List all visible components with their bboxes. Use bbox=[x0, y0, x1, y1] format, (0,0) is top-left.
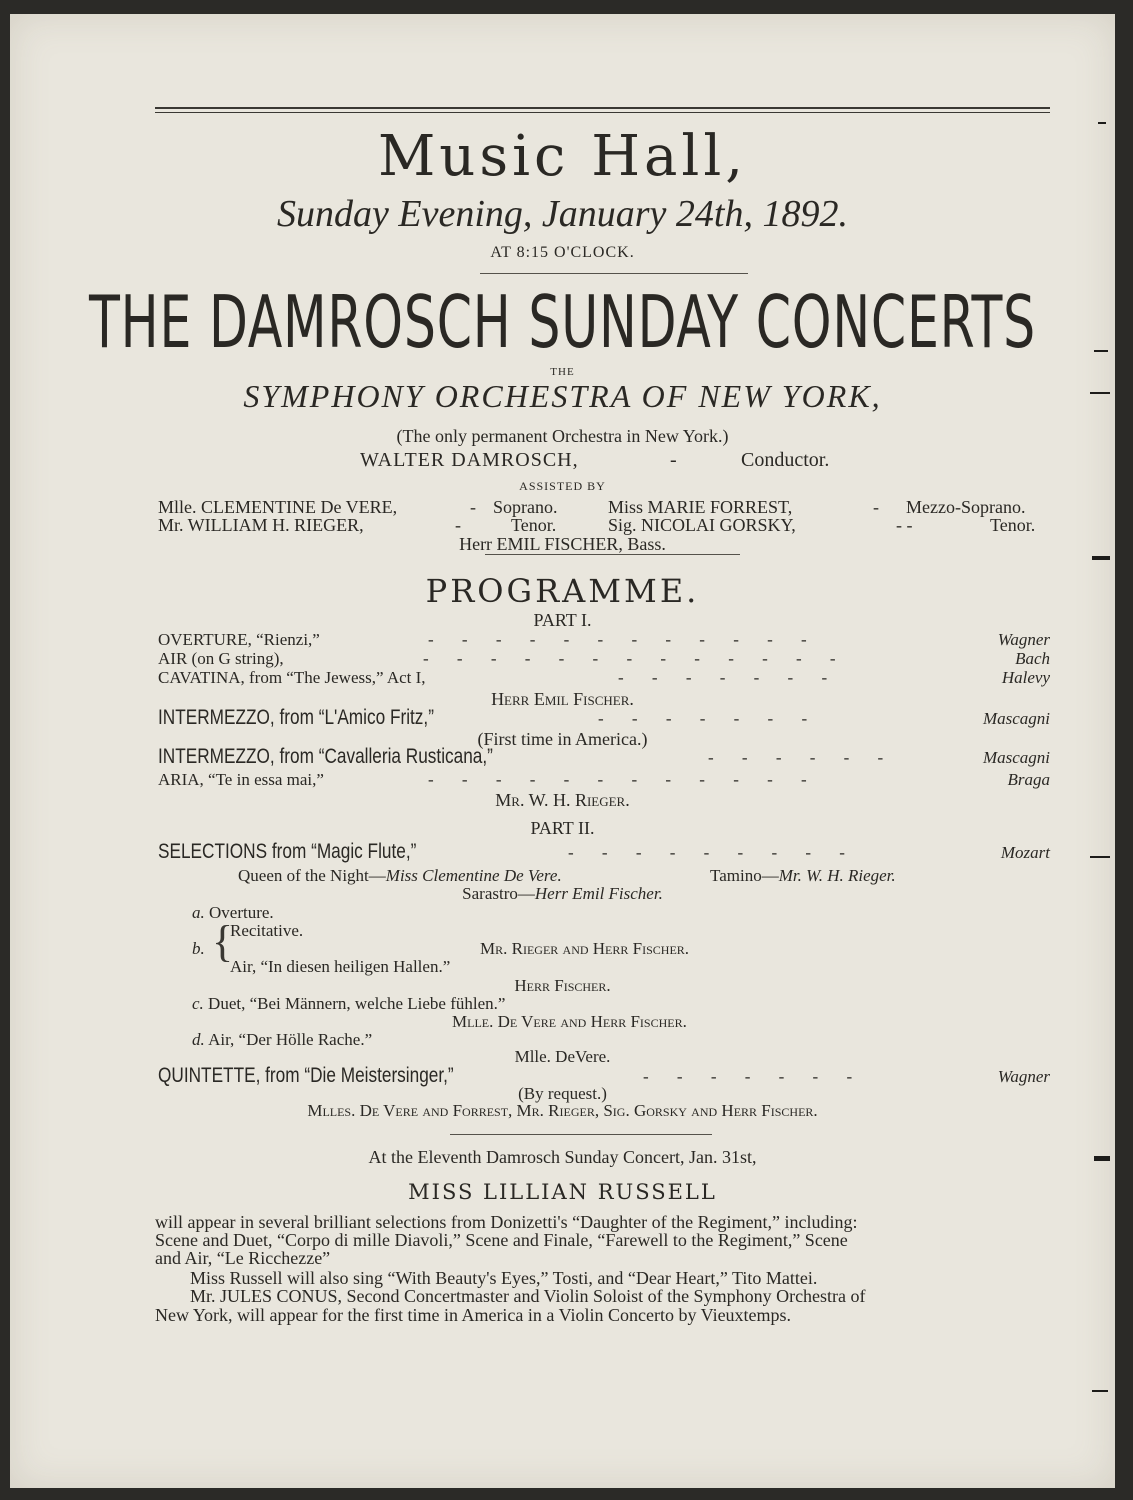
composer: Wagner bbox=[997, 630, 1050, 649]
leader-dots: - - - - - - - bbox=[618, 668, 830, 687]
composer: Mascagni bbox=[982, 709, 1050, 728]
venue-title: Music Hall, bbox=[377, 124, 748, 189]
announcement-intro: At the Eleventh Damrosch Sunday Concert, Jan. 31st, bbox=[368, 1147, 757, 1167]
announcement-line: will appear in several brilliant selections from Donizetti's “Daughter of the Regiment,” including: bbox=[155, 1212, 858, 1232]
flute-cast-line: Tamino—Mr. W. H. Rieger. bbox=[710, 866, 896, 885]
programme-item bbox=[158, 840, 1050, 866]
divider bbox=[485, 554, 740, 555]
sub-item-b-air: Air, “In diesen heiligen Hallen.” bbox=[230, 957, 451, 976]
flute-cast-line: Queen of the Night—Miss Clementine De Vere. bbox=[238, 866, 562, 885]
artist-name: Mlle. CLEMENTINE De VERE, bbox=[158, 497, 398, 517]
performer-credit: Mlle. De Vere and Herr Fischer. bbox=[452, 1012, 687, 1031]
conductor-role: Conductor. bbox=[741, 449, 830, 471]
edge-mark bbox=[1092, 556, 1110, 560]
sub-item-d: d. Air, “Der Hölle Rache.” bbox=[192, 1030, 373, 1049]
edge-mark bbox=[1094, 350, 1108, 352]
divider bbox=[450, 1134, 712, 1135]
concert-date: Sunday Evening, January 24th, 1892. bbox=[277, 193, 848, 235]
leader-dots: - - - - - - - - - - - - - bbox=[423, 649, 838, 668]
announcement-line: Miss Russell will also sing “With Beauty's Eyes,” Tosti, and “Dear Heart,” Tito Mattei. bbox=[190, 1268, 818, 1288]
performer-credit: Herr Fischer. bbox=[514, 976, 611, 995]
top-rule bbox=[155, 107, 1050, 109]
composer: Braga bbox=[1007, 770, 1050, 789]
quintette-cast: Mlles. De Vere and Forrest, Mr. Rieger, Sig. Gorsky and Herr Fischer. bbox=[307, 1101, 818, 1120]
flute-cast-line: Sarastro—Herr Emil Fischer. bbox=[462, 884, 663, 903]
quintette-note: (By request.) bbox=[518, 1084, 607, 1103]
edge-mark bbox=[1098, 122, 1106, 124]
announcement-line: Scene and Duet, “Corpo di mille Diavoli,” Scene and Finale, “Farewell to the Regiment,” Scene bbox=[155, 1230, 848, 1250]
sub-item-c: c. Duet, “Bei Männern, welche Liebe fühlen.” bbox=[192, 994, 506, 1013]
artist-voice: Tenor. bbox=[511, 515, 557, 535]
artist-voice: Mezzo-Soprano. bbox=[906, 497, 1026, 517]
performer-credit: Mr. Rieger and Herr Fischer. bbox=[480, 939, 690, 958]
programme-item bbox=[158, 668, 1050, 690]
programme-heading: PROGRAMME. bbox=[425, 572, 700, 610]
composer: Mozart bbox=[1000, 843, 1050, 862]
leader-dots: - - - - - - - bbox=[643, 1067, 855, 1086]
composer: Mascagni bbox=[982, 748, 1050, 767]
composer: Halevy bbox=[1001, 668, 1050, 687]
performer-credit: Mr. W. H. Rieger. bbox=[495, 790, 630, 810]
program-page bbox=[10, 14, 1115, 1488]
orchestra-note: (The only permanent Orchestra in New York.) bbox=[396, 426, 729, 446]
leader-dots: - - - - - - - - - - - - bbox=[428, 630, 809, 649]
edge-mark bbox=[1092, 1390, 1108, 1392]
piece-title: OVERTURE, “Rienzi,” bbox=[158, 630, 320, 649]
announcement-star: MISS LILLIAN RUSSELL bbox=[408, 1180, 717, 1204]
concert-time: AT 8:15 O'CLOCK. bbox=[490, 244, 635, 261]
performer-credit: Herr Emil Fischer. bbox=[491, 689, 634, 709]
sub-item-a: a. Overture. bbox=[192, 903, 274, 922]
announcement-line: and Air, “Le Ricchezze” bbox=[155, 1248, 331, 1268]
orchestra-name: SYMPHONY ORCHESTRA OF NEW YORK, bbox=[243, 378, 882, 414]
artist-dash: - bbox=[470, 497, 476, 517]
piece-title: INTERMEZZO, from “Cavalleria Rusticana,” bbox=[158, 745, 493, 768]
divider bbox=[480, 273, 748, 274]
leader-dots: - - - - - - - - - - - - bbox=[428, 770, 809, 789]
composer: Wagner bbox=[997, 1067, 1050, 1086]
artist-dash: - bbox=[873, 497, 879, 517]
series-title: THE DAMROSCH SUNDAY CONCERTS bbox=[89, 280, 1036, 364]
sub-item-b-letter: b. bbox=[192, 939, 205, 958]
edge-mark bbox=[1094, 1156, 1110, 1161]
programme-item bbox=[158, 770, 1050, 792]
part-one-label: PART I. bbox=[533, 610, 592, 630]
piece-title: CAVATINA, from “The Jewess,” Act I, bbox=[158, 668, 426, 687]
leader-dots: - - - - - - - bbox=[598, 709, 810, 728]
piece-title: ARIA, “Te in essa mai,” bbox=[158, 770, 324, 789]
piece-title: INTERMEZZO, from “L'Amico Fritz,” bbox=[158, 706, 434, 729]
composer: Bach bbox=[1015, 649, 1050, 668]
announcement-line: Mr. JULES CONUS, Second Concertmaster and Violin Soloist of the Symphony Orchestra of bbox=[190, 1286, 866, 1306]
performer-credit: Mlle. DeVere. bbox=[514, 1047, 611, 1066]
leader-dots: - - - - - - - - - bbox=[568, 843, 847, 862]
piece-title: AIR (on G string), bbox=[158, 649, 284, 668]
edge-mark bbox=[1090, 392, 1110, 394]
orchestra-the: THE bbox=[550, 366, 575, 378]
brace-icon: { bbox=[212, 917, 234, 966]
conductor-name: WALTER DAMROSCH, bbox=[360, 449, 579, 471]
fritz-note: (First time in America.) bbox=[477, 729, 648, 749]
conductor-dash: - bbox=[670, 449, 677, 471]
leader-dots: - - - - - - bbox=[708, 748, 886, 767]
bass-artist: Herr EMIL FISCHER, Bass. bbox=[459, 534, 666, 554]
piece-title: QUINTETTE, from “Die Meistersinger,” bbox=[158, 1064, 454, 1087]
edge-mark bbox=[1090, 856, 1110, 858]
announcement-line: New York, will appear for the first time in America in a Violin Concerto by Vieuxtemps. bbox=[155, 1305, 792, 1325]
artist-name: Mr. WILLIAM H. RIEGER, bbox=[158, 515, 364, 535]
artist-dash: - - bbox=[896, 515, 913, 535]
artist-voice: Soprano. bbox=[493, 497, 558, 517]
part-two-label: PART II. bbox=[530, 818, 595, 838]
artist-dash: - bbox=[455, 515, 461, 535]
artist-name: Miss MARIE FORREST, bbox=[608, 497, 793, 517]
programme-item bbox=[158, 745, 1050, 771]
artist-voice: Tenor. bbox=[990, 515, 1036, 535]
piece-title: SELECTIONS from “Magic Flute,” bbox=[158, 840, 417, 863]
top-rule-thin bbox=[155, 112, 1050, 113]
assisted-by-label: ASSISTED BY bbox=[519, 479, 606, 493]
sub-item-b-recit: Recitative. bbox=[230, 921, 304, 940]
artist-name: Sig. NICOLAI GORSKY, bbox=[608, 515, 796, 535]
